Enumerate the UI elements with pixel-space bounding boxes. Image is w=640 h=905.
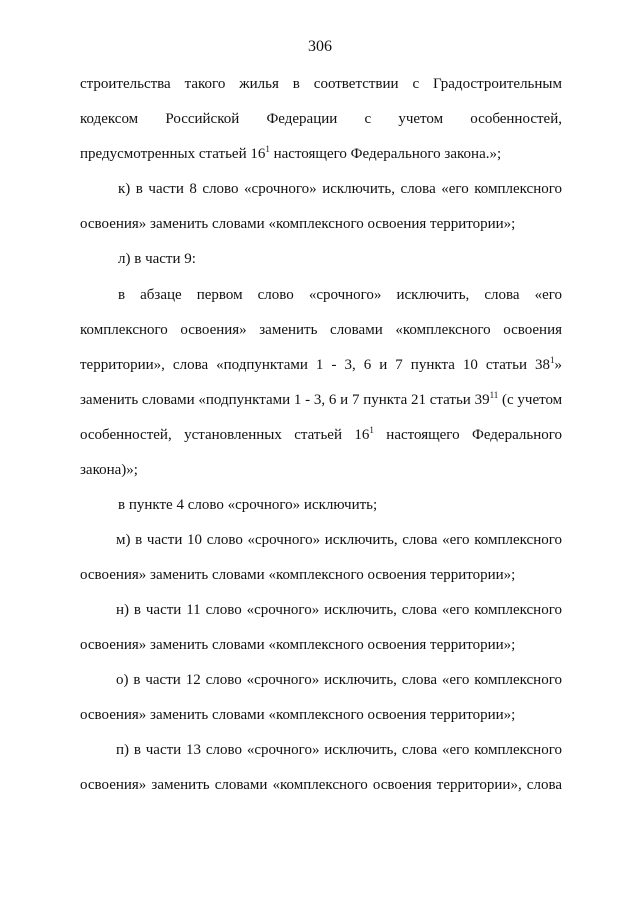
text-line: о) в части 12 слово «срочного» исключить, слова «его комплексного — [116, 672, 562, 688]
text-line: освоения» заменить словами «комплексного освоения территории»; — [80, 216, 516, 232]
superscript: 1 — [369, 425, 374, 435]
text-line: в пункте 4 слово «срочного» исключить; — [118, 497, 378, 513]
text-segment: территории», слова «подпунктами 1 - 3, 6 и 7 пункта 10 статьи 38 — [80, 357, 550, 373]
superscript: 1 — [265, 144, 270, 154]
text-line — [80, 425, 562, 445]
text-segment: » — [554, 357, 562, 373]
text-segment: настоящего Федерального закона.»; — [269, 146, 502, 162]
text-line: освоения» заменить словами «комплексного освоения территории», слова — [80, 777, 562, 793]
text-line — [80, 355, 562, 375]
text-line: строительства такого жилья в соответствии с Градостроительным — [80, 76, 562, 92]
text-line: комплексного освоения» заменить словами «комплексного освоения — [80, 322, 562, 338]
text-segment: (с учетом — [498, 392, 563, 408]
text-segment: заменить словами «подпунктами 1 - 3, 6 и 7 пункта 21 статьи 39 — [80, 392, 490, 408]
page-number: 306 — [308, 38, 332, 55]
text-segment: предусмотренных статьей 16 — [80, 146, 266, 162]
text-line — [80, 144, 562, 164]
text-segment: настоящего Федерального — [373, 427, 563, 443]
text-line: освоения» заменить словами «комплексного освоения территории»; — [80, 637, 516, 653]
text-line: кодексом Российской Федерации с учетом особенностей, — [80, 111, 562, 127]
text-line: м) в части 10 слово «срочного» исключить, слова «его комплексного — [116, 532, 562, 548]
text-line: в абзаце первом слово «срочного» исключить, слова «его — [118, 287, 562, 303]
text-line: п) в части 13 слово «срочного» исключить, слова «его комплексного — [116, 742, 562, 758]
text-line: н) в части 11 слово «срочного» исключить, слова «его комплексного — [116, 602, 562, 618]
text-line: л) в части 9: — [118, 251, 196, 267]
text-line: освоения» заменить словами «комплексного освоения территории»; — [80, 707, 516, 723]
text-segment: особенностей, установленных статьей 16 — [80, 427, 370, 443]
text-line: закона)»; — [80, 462, 138, 478]
superscript: 11 — [489, 390, 499, 400]
text-line: освоения» заменить словами «комплексного освоения территории»; — [80, 567, 516, 583]
text-line — [80, 390, 562, 410]
superscript: 1 — [550, 355, 555, 365]
text-line: к) в части 8 слово «срочного» исключить, слова «его комплексного — [118, 181, 562, 197]
